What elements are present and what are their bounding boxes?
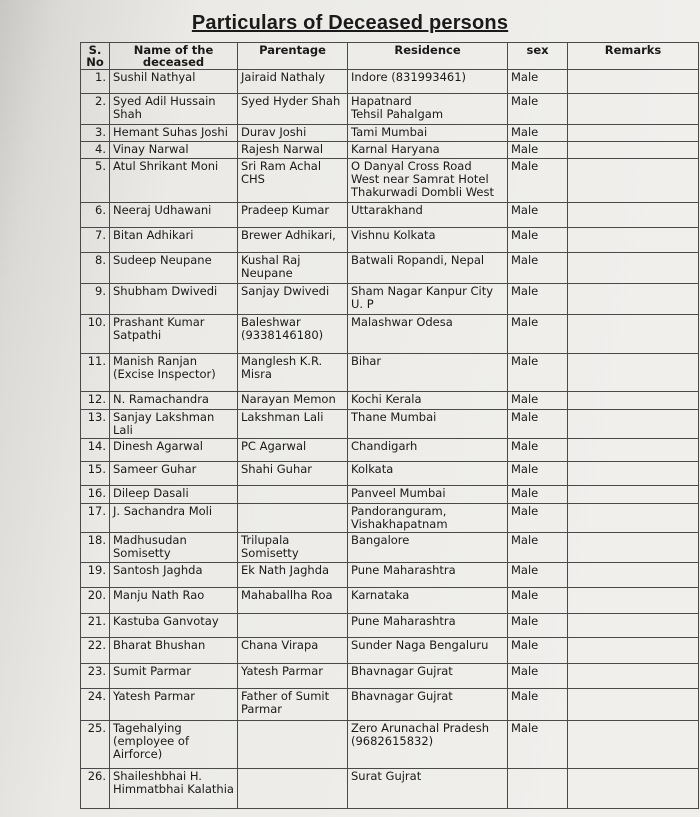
cell-remarks [568, 462, 699, 486]
cell-residence: Zero Arunachal Pradesh (9682615832) [348, 721, 508, 769]
cell-name: Bharat Bhushan [110, 638, 238, 664]
cell-remarks [568, 721, 699, 769]
cell-sex: Male [508, 354, 568, 392]
cell-sex: Male [508, 125, 568, 142]
cell-remarks [568, 94, 699, 125]
header-name: Name of the deceased [110, 43, 238, 70]
cell-parentage: Shahi Guhar [238, 462, 348, 486]
table-row [81, 638, 699, 664]
header-remarks: Remarks [568, 43, 699, 70]
cell-parentage: Manglesh K.R. Misra [238, 354, 348, 392]
cell-name: Santosh Jaghda [110, 563, 238, 588]
cell-name: Prashant Kumar Satpathi [110, 315, 238, 354]
cell-sno: 7. [81, 228, 110, 253]
cell-parentage [238, 769, 348, 809]
cell-sno: 26. [81, 769, 110, 809]
cell-parentage [238, 721, 348, 769]
cell-sex: Male [508, 664, 568, 689]
cell-residence: Batwali Ropandi, Nepal [348, 253, 508, 284]
cell-name: Hemant Suhas Joshi [110, 125, 238, 142]
document-title: Particulars of Deceased persons [191, 12, 509, 34]
cell-residence: Karnataka [348, 588, 508, 614]
cell-name: Manish Ranjan (Excise Inspector) [110, 354, 238, 392]
cell-sno: 24. [81, 689, 110, 721]
cell-sex: Male [508, 614, 568, 638]
cell-name: Dinesh Agarwal [110, 439, 238, 462]
cell-sex: Male [508, 142, 568, 159]
cell-parentage [238, 614, 348, 638]
cell-sex: Male [508, 284, 568, 315]
cell-sno: 3. [81, 125, 110, 142]
cell-name: Tagehalying (employee of Airforce) [110, 721, 238, 769]
cell-remarks [568, 70, 699, 94]
cell-remarks [568, 504, 699, 533]
table-body [81, 70, 699, 809]
deceased-table [80, 42, 699, 809]
table-row [81, 439, 699, 462]
cell-residence: Bihar [348, 354, 508, 392]
cell-sno: 12. [81, 392, 110, 410]
cell-sno: 1. [81, 70, 110, 94]
cell-residence: O Danyal Cross Road West near Samrat Hotel Thakurwadi Dombli West [348, 159, 508, 203]
cell-sex: Male [508, 638, 568, 664]
cell-residence: Indore (831993461) [348, 70, 508, 94]
cell-residence: Bhavnagar Gujrat [348, 664, 508, 689]
cell-remarks [568, 253, 699, 284]
cell-sex: Male [508, 721, 568, 769]
cell-parentage: Chana Virapa [238, 638, 348, 664]
table-header-row [81, 43, 699, 70]
cell-name: Neeraj Udhawani [110, 203, 238, 228]
cell-residence: Uttarakhand [348, 203, 508, 228]
cell-residence: Surat Gujrat [348, 769, 508, 809]
cell-residence: Bangalore [348, 533, 508, 563]
cell-name: Kastuba Ganvotay [110, 614, 238, 638]
cell-sex: Male [508, 533, 568, 563]
table-row [81, 203, 699, 228]
cell-name: Manju Nath Rao [110, 588, 238, 614]
cell-sno: 6. [81, 203, 110, 228]
cell-residence: Chandigarh [348, 439, 508, 462]
cell-sex [508, 769, 568, 809]
cell-parentage: Lakshman Lali [238, 410, 348, 439]
table-row [81, 315, 699, 354]
cell-sno: 14. [81, 439, 110, 462]
cell-residence: Hapatnard Tehsil Pahalgam [348, 94, 508, 125]
table-row [81, 533, 699, 563]
table-row [81, 588, 699, 614]
cell-name: Shubham Dwivedi [110, 284, 238, 315]
cell-remarks [568, 159, 699, 203]
cell-sex: Male [508, 563, 568, 588]
cell-sno: 9. [81, 284, 110, 315]
cell-remarks [568, 315, 699, 354]
cell-name: Dileep Dasali [110, 486, 238, 504]
cell-parentage: Ek Nath Jaghda [238, 563, 348, 588]
cell-remarks [568, 228, 699, 253]
cell-remarks [568, 664, 699, 689]
cell-remarks [568, 284, 699, 315]
cell-name: Yatesh Parmar [110, 689, 238, 721]
table-row [81, 721, 699, 769]
cell-sno: 2. [81, 94, 110, 125]
cell-residence: Pandoranguram, Vishakhapatnam [348, 504, 508, 533]
cell-name: Sanjay Lakshman Lali [110, 410, 238, 439]
cell-parentage: Baleshwar (9338146180) [238, 315, 348, 354]
cell-name: Sumit Parmar [110, 664, 238, 689]
cell-remarks [568, 533, 699, 563]
cell-parentage: Pradeep Kumar [238, 203, 348, 228]
cell-remarks [568, 392, 699, 410]
table-row [81, 94, 699, 125]
cell-residence: Malashwar Odesa [348, 315, 508, 354]
cell-remarks [568, 563, 699, 588]
cell-sex: Male [508, 159, 568, 203]
cell-parentage: Trilupala Somisetty [238, 533, 348, 563]
table-row [81, 504, 699, 533]
cell-remarks [568, 769, 699, 809]
table-row [81, 410, 699, 439]
cell-remarks [568, 410, 699, 439]
cell-name: Vinay Narwal [110, 142, 238, 159]
cell-parentage: Sanjay Dwivedi [238, 284, 348, 315]
header-sex: sex [508, 43, 568, 70]
cell-parentage: Sri Ram Achal CHS [238, 159, 348, 203]
table-row [81, 284, 699, 315]
cell-remarks [568, 638, 699, 664]
header-sno: S. No [81, 43, 110, 70]
cell-name: Syed Adil Hussain Shah [110, 94, 238, 125]
cell-residence: Karnal Haryana [348, 142, 508, 159]
header-parentage: Parentage [238, 43, 348, 70]
cell-remarks [568, 486, 699, 504]
cell-sno: 15. [81, 462, 110, 486]
cell-parentage: Narayan Memon [238, 392, 348, 410]
cell-sex: Male [508, 689, 568, 721]
cell-parentage: Kushal Raj Neupane [238, 253, 348, 284]
table-row [81, 769, 699, 809]
cell-residence: Sunder Naga Bengaluru [348, 638, 508, 664]
cell-sno: 22. [81, 638, 110, 664]
cell-name: J. Sachandra Moli [110, 504, 238, 533]
cell-remarks [568, 614, 699, 638]
cell-parentage: Mahaballha Roa [238, 588, 348, 614]
cell-name: Sameer Guhar [110, 462, 238, 486]
cell-sno: 17. [81, 504, 110, 533]
cell-sex: Male [508, 392, 568, 410]
table-row [81, 614, 699, 638]
cell-name: Bitan Adhikari [110, 228, 238, 253]
cell-remarks [568, 588, 699, 614]
cell-residence: Tami Mumbai [348, 125, 508, 142]
cell-residence: Kochi Kerala [348, 392, 508, 410]
cell-remarks [568, 689, 699, 721]
cell-sex: Male [508, 486, 568, 504]
cell-residence: Sham Nagar Kanpur City U. P [348, 284, 508, 315]
cell-sno: 11. [81, 354, 110, 392]
cell-sex: Male [508, 70, 568, 94]
cell-name: Sushil Nathyal [110, 70, 238, 94]
cell-parentage: Rajesh Narwal [238, 142, 348, 159]
cell-residence: Pune Maharashtra [348, 614, 508, 638]
table-row [81, 142, 699, 159]
cell-sno: 8. [81, 253, 110, 284]
cell-parentage [238, 486, 348, 504]
cell-sex: Male [508, 203, 568, 228]
cell-sex: Male [508, 504, 568, 533]
table-row [81, 354, 699, 392]
cell-parentage: Yatesh Parmar [238, 664, 348, 689]
cell-sex: Male [508, 439, 568, 462]
table-row [81, 392, 699, 410]
cell-residence: Kolkata [348, 462, 508, 486]
cell-sno: 18. [81, 533, 110, 563]
table-row [81, 228, 699, 253]
cell-sno: 21. [81, 614, 110, 638]
cell-sno: 13. [81, 410, 110, 439]
cell-name: Shaileshbhai H. Himmatbhai Kalathia [110, 769, 238, 809]
cell-remarks [568, 125, 699, 142]
cell-residence: Vishnu Kolkata [348, 228, 508, 253]
cell-sno: 20. [81, 588, 110, 614]
cell-sno: 5. [81, 159, 110, 203]
cell-sno: 25. [81, 721, 110, 769]
cell-residence: Panveel Mumbai [348, 486, 508, 504]
cell-remarks [568, 142, 699, 159]
cell-parentage: Father of Sumit Parmar [238, 689, 348, 721]
cell-remarks [568, 439, 699, 462]
table-row [81, 689, 699, 721]
cell-sno: 23. [81, 664, 110, 689]
cell-sno: 4. [81, 142, 110, 159]
cell-parentage: Durav Joshi [238, 125, 348, 142]
cell-residence: Pune Maharashtra [348, 563, 508, 588]
cell-sno: 10. [81, 315, 110, 354]
cell-residence: Thane Mumbai [348, 410, 508, 439]
cell-residence: Bhavnagar Gujrat [348, 689, 508, 721]
cell-sex: Male [508, 588, 568, 614]
table-row [81, 563, 699, 588]
table-row [81, 486, 699, 504]
cell-sno: 19. [81, 563, 110, 588]
cell-sex: Male [508, 253, 568, 284]
table-row [81, 664, 699, 689]
cell-sno: 16. [81, 486, 110, 504]
cell-remarks [568, 203, 699, 228]
cell-parentage: Syed Hyder Shah [238, 94, 348, 125]
cell-sex: Male [508, 462, 568, 486]
cell-parentage: PC Agarwal [238, 439, 348, 462]
table-row [81, 462, 699, 486]
table-row [81, 125, 699, 142]
cell-parentage: Brewer Adhikari, [238, 228, 348, 253]
table-row [81, 70, 699, 94]
cell-name: Sudeep Neupane [110, 253, 238, 284]
header-residence: Residence [348, 43, 508, 70]
cell-sex: Male [508, 315, 568, 354]
cell-sex: Male [508, 410, 568, 439]
cell-name: Atul Shrikant Moni [110, 159, 238, 203]
cell-name: Madhusudan Somisetty [110, 533, 238, 563]
cell-sex: Male [508, 228, 568, 253]
cell-sex: Male [508, 94, 568, 125]
table-row [81, 253, 699, 284]
table-row [81, 159, 699, 203]
cell-remarks [568, 354, 699, 392]
cell-name: N. Ramachandra [110, 392, 238, 410]
cell-parentage [238, 504, 348, 533]
cell-parentage: Jairaid Nathaly [238, 70, 348, 94]
